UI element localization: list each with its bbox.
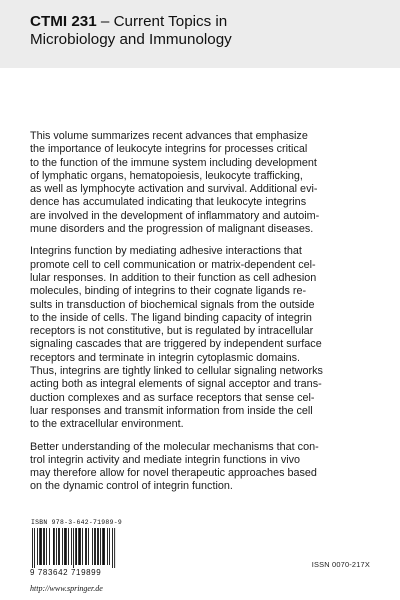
blurb: [30, 130, 378, 503]
blurb-paragraph-1: This volume summarizes recent advances that emphasize the importance of leukocyte integrins for processes critical to the function of the immune system including development of lymphatic organs, hematopoiesis, leukocyte trafficking, as well as lymphocyte activation and survival. Additional evi- dence has accumulated indicating that leukocyte integrins are involved in the development of inflammatory and autoim- mune disorders and the progression of malignant diseases.: [30, 130, 320, 236]
series-code: CTMI 231: [30, 13, 97, 30]
barcode-block: [30, 519, 130, 577]
isbn-label: ISBN 978-3-642-71989-9: [31, 519, 122, 526]
blurb-paragraph-3: Better understanding of the molecular mechanisms that con- trol integrin activity and mediate integrin functions in vivo may therefore allow for novel therapeutic approaches based on the dynamic control of integrin function.: [30, 440, 319, 493]
series-title: [30, 13, 380, 49]
issn-label: ISSN 0070-217X: [311, 560, 370, 569]
blurb-paragraph-2: Integrins function by mediating adhesive interactions that promote cell to cell communication or matrix-dependent cel- lular responses. In addition to their function as cell adhesion molecules, binding of integrins to their cognate ligands re- sults in transduction of biochemical signals from the outside to the inside of cells. The ligand binding capacity of integrin receptors is not constitutive, but is regulated by intracellular signaling cascades that are triggered by independent surface receptors and terminate in integrin cytoplasmic domains. Thus, integrins are tightly linked to cellular signaling networks acting both as integral elements of signal acceptor and trans- duction complexes and as surface receptors that sense cel- luar responses and transmit information from inside the cell to the extracellular environment.: [30, 245, 323, 431]
barcode-icon: [30, 528, 128, 568]
barcode-digits: 9 783642 719899: [30, 568, 102, 577]
publisher-url: http://www.springer.de: [30, 584, 103, 593]
series-name: – Current Topics in Microbiology and Immunology: [30, 13, 232, 48]
series-header-band: [0, 0, 400, 68]
